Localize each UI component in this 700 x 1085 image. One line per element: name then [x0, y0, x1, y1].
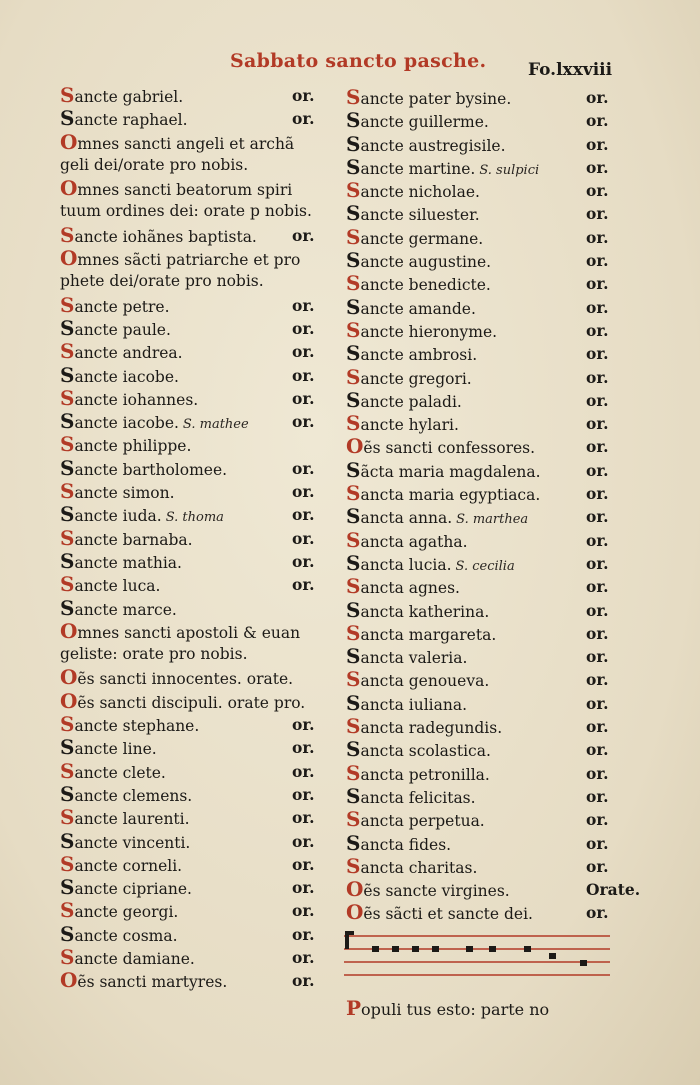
invocation-text: ancte iuda.	[74, 507, 162, 526]
invocation-text: ancta genoueva.	[360, 672, 490, 691]
invocation-text: ancte clete.	[74, 763, 166, 782]
invocation-text: ancte nicholae.	[360, 183, 480, 202]
left-litany-line	[60, 364, 320, 387]
right-litany-line	[346, 550, 609, 575]
response-ora: or.	[586, 111, 609, 131]
initial-letter: S	[60, 781, 75, 806]
initial-letter: S	[346, 154, 361, 179]
invocation-text: ancte cipriane.	[74, 880, 192, 899]
right-litany-line	[346, 714, 609, 739]
response-ora: or.	[292, 225, 315, 245]
initial-letter: S	[346, 248, 361, 273]
left-litany-line	[60, 457, 320, 480]
left-litany-line	[60, 620, 320, 643]
initial-letter: S	[346, 387, 361, 412]
initial-letter: O	[60, 618, 78, 643]
response-ora: or.	[586, 204, 609, 224]
response-ora: or.	[586, 693, 609, 713]
initial-letter: S	[346, 224, 361, 249]
initial-letter: S	[60, 875, 75, 900]
initial-letter: S	[60, 502, 75, 527]
initial-letter: S	[60, 944, 75, 969]
left-litany-line	[60, 899, 320, 922]
left-litany-line	[60, 317, 320, 340]
response-ora: or.	[586, 623, 609, 643]
response-ora: or.	[586, 414, 609, 434]
chant-initial: P	[346, 996, 362, 1020]
initial-letter: O	[60, 688, 78, 713]
left-litany-line	[60, 177, 320, 200]
initial-letter: O	[346, 877, 364, 902]
response-ora: or.	[586, 903, 609, 923]
initial-letter: S	[346, 737, 361, 762]
handwritten-annotation: S. sulpici	[479, 162, 540, 178]
invocation-text: ancte germane.	[360, 229, 484, 248]
initial-letter: S	[60, 898, 75, 923]
response-ora: or.	[586, 810, 609, 830]
invocation-text: ancte petre.	[74, 297, 170, 316]
response-ora: or.	[292, 575, 315, 595]
invocation-text: ancte cosma.	[74, 926, 178, 945]
handwritten-annotation: S. cecilia	[455, 558, 515, 574]
invocation-text: ancte damiane.	[74, 949, 195, 968]
left-litany-line	[60, 107, 320, 130]
right-litany-line	[346, 387, 609, 412]
left-litany-line	[60, 503, 320, 526]
right-litany-line	[346, 760, 609, 785]
initial-letter: S	[346, 131, 361, 156]
left-litany-line	[60, 690, 320, 713]
invocation-text: ẽs sancti discipuli. orate pro.	[77, 693, 306, 712]
right-litany-line	[346, 807, 609, 832]
invocation-text: ancte austregisile.	[360, 136, 506, 155]
response-ora: or.	[292, 505, 315, 525]
initial-letter: S	[346, 457, 361, 482]
response-ora: or.	[292, 86, 315, 105]
initial-letter: S	[60, 385, 75, 410]
right-litany-line	[346, 457, 609, 482]
left-litany-line	[60, 713, 320, 736]
left-litany-line	[60, 340, 320, 363]
right-litany-line	[346, 248, 609, 273]
response-ora: or.	[292, 971, 315, 991]
response-ora: or.	[586, 88, 609, 107]
initial-letter: S	[346, 341, 361, 366]
invocation-text: ancte iacobe.	[74, 414, 179, 433]
invocation-text: ancte raphael.	[74, 111, 188, 130]
left-litany-line	[60, 643, 320, 666]
response-ora: or.	[586, 227, 609, 247]
right-litany-line	[346, 481, 609, 506]
initial-letter: S	[346, 760, 361, 785]
left-litany-line	[60, 84, 320, 107]
invocation-text: ancte mathia.	[74, 553, 182, 572]
initial-letter: S	[346, 527, 361, 552]
initial-letter: S	[60, 432, 75, 457]
response-ora: or.	[586, 157, 609, 177]
response-ora: or.	[586, 251, 609, 271]
invocation-text: ẽs sancti confessores.	[363, 439, 536, 458]
initial-letter: S	[60, 525, 75, 550]
right-litany-line	[346, 644, 609, 669]
invocation-text: ancte georgi.	[74, 903, 179, 922]
left-litany-line	[60, 270, 320, 293]
initial-letter: S	[60, 479, 75, 504]
right-litany-line	[346, 294, 609, 319]
invocation-text: ancte stephane.	[74, 717, 200, 736]
initial-letter: S	[60, 362, 75, 387]
response-ora: or.	[292, 761, 315, 781]
response-ora: or.	[586, 507, 609, 527]
response-ora: or.	[292, 365, 315, 385]
response-ora: or.	[292, 738, 315, 758]
left-litany-line	[60, 410, 320, 433]
left-litany-line	[60, 387, 320, 410]
response-ora: or.	[586, 717, 609, 737]
initial-letter: S	[346, 317, 361, 342]
handwritten-annotation: S. thoma	[165, 510, 224, 526]
left-litany-line	[60, 923, 320, 946]
initial-letter: S	[346, 550, 361, 575]
initial-letter: S	[60, 595, 75, 620]
invocation-text: ancte iacobe.	[74, 367, 179, 386]
invocation-text: ancte pater bysine.	[360, 90, 512, 108]
invocation-text: ancte iohannes.	[74, 390, 199, 409]
left-litany-line	[60, 853, 320, 876]
invocation-text: ancte marce.	[74, 600, 177, 619]
right-litany-line	[346, 154, 609, 179]
initial-letter: S	[60, 712, 75, 737]
right-litany-line	[346, 783, 609, 808]
invocation-text: ancta iuliana.	[360, 695, 468, 714]
initial-letter: S	[346, 201, 361, 226]
initial-letter: S	[346, 714, 361, 739]
left-litany-line	[60, 527, 320, 550]
litany-right-column	[346, 85, 641, 925]
response-ora: or.	[586, 647, 609, 667]
initial-letter: S	[60, 548, 75, 573]
response-ora: or.	[586, 297, 609, 317]
invocation-text: ancta scolastica.	[360, 742, 491, 761]
response-ora: or.	[586, 856, 609, 876]
response-ora: or.	[586, 577, 609, 597]
invocation-text: geli dei/orate pro nobis.	[60, 155, 249, 174]
initial-letter: S	[60, 455, 75, 480]
invocation-text: mnes sancti angeli et archã	[77, 134, 295, 153]
left-litany-line	[60, 200, 320, 223]
invocation-text: mnes sancti beatorum spiri	[77, 181, 293, 200]
invocation-text: ancte vincenti.	[74, 833, 191, 852]
invocation-text: ancte siluester.	[360, 206, 480, 225]
initial-letter: S	[346, 597, 361, 622]
left-litany-line	[60, 830, 320, 853]
invocation-text: ancta felicitas.	[360, 788, 476, 807]
left-litany-line	[60, 131, 320, 154]
invocation-text: ancte corneli.	[74, 856, 183, 875]
invocation-text: ancte paladi.	[360, 392, 462, 411]
response-ora: or.	[586, 600, 609, 620]
invocation-text: mnes sãcti patriarche et pro	[77, 251, 301, 270]
right-litany-line	[346, 201, 609, 226]
left-litany-line	[60, 224, 320, 247]
response-ora: or.	[292, 947, 315, 967]
invocation-text: ancte philippe.	[74, 437, 192, 456]
left-litany-line	[60, 550, 320, 573]
right-litany-line	[346, 737, 609, 762]
invocation-text: ancta anna.	[360, 509, 453, 528]
response-ora: or.	[292, 808, 315, 828]
response-ora: or.	[586, 274, 609, 294]
right-litany-line	[346, 504, 609, 529]
response-ora: or.	[586, 344, 609, 364]
right-litany-line	[346, 690, 609, 715]
invocation-text: ancte martine.	[360, 159, 476, 178]
right-litany-line	[346, 527, 609, 552]
left-litany-line	[60, 597, 320, 620]
invocation-text: ancta agnes.	[360, 579, 460, 598]
right-litany-line	[346, 597, 609, 622]
initial-letter: S	[346, 85, 361, 109]
response-ora: or.	[292, 318, 315, 338]
initial-letter: S	[60, 572, 75, 597]
response-ora: or.	[292, 388, 315, 408]
right-litany-line	[346, 271, 609, 296]
invocation-text: ancte luca.	[74, 577, 161, 596]
initial-letter: S	[60, 315, 75, 340]
invocation-text: ancte guillerme.	[360, 113, 489, 132]
invocation-text: ancte bartholomee.	[74, 460, 228, 479]
initial-letter: S	[346, 574, 361, 599]
response-ora: or.	[586, 367, 609, 387]
response-ora: or.	[586, 484, 609, 504]
initial-letter: O	[60, 665, 78, 690]
response-ora: or.	[586, 833, 609, 853]
left-litany-line	[60, 247, 320, 270]
left-litany-line	[60, 154, 320, 177]
initial-letter: S	[346, 294, 361, 319]
initial-letter: S	[60, 758, 75, 783]
initial-letter: S	[346, 364, 361, 389]
initial-letter: O	[346, 900, 364, 925]
invocation-text: ancte ambrosi.	[360, 346, 478, 365]
right-litany-line	[346, 411, 609, 436]
response-ora: or.	[292, 878, 315, 898]
invocation-text: ancta lucia.	[360, 555, 452, 574]
response-ora: or.	[586, 134, 609, 154]
initial-letter: S	[60, 828, 75, 853]
left-litany-line	[60, 666, 320, 689]
right-litany-line	[346, 85, 609, 109]
response-ora: or.	[586, 390, 609, 410]
right-litany-line	[346, 853, 609, 878]
initial-letter: S	[346, 504, 361, 529]
right-litany-line	[346, 224, 609, 249]
left-litany-line	[60, 946, 320, 969]
right-litany-line	[346, 877, 641, 902]
invocation-text: ancte simon.	[74, 484, 175, 503]
initial-letter: S	[60, 805, 75, 830]
invocation-text: ancta margareta.	[360, 625, 497, 644]
response-ora: or.	[292, 412, 315, 432]
right-litany-line	[346, 341, 609, 366]
initial-letter: S	[60, 921, 75, 946]
invocation-text: ancte augustine.	[360, 253, 492, 272]
response-ora: or.	[586, 530, 609, 550]
invocation-text: ẽs sancti innocentes. orate.	[77, 670, 294, 689]
right-litany-line	[346, 317, 609, 342]
initial-letter: O	[60, 246, 78, 271]
left-litany-line	[60, 876, 320, 899]
invocation-text: ancte paule.	[74, 320, 171, 339]
response-ora: or.	[292, 482, 315, 502]
response-ora: or.	[586, 670, 609, 690]
initial-letter: S	[346, 807, 361, 832]
initial-letter: S	[60, 222, 75, 247]
response-ora: or.	[292, 342, 315, 362]
initial-letter: S	[346, 271, 361, 296]
right-litany-line	[346, 900, 609, 925]
initial-letter: O	[60, 968, 78, 993]
music-staff	[344, 930, 610, 990]
invocation-text: ancte hieronyme.	[360, 322, 498, 341]
left-litany-line	[60, 433, 320, 456]
invocation-text: ancta agatha.	[360, 532, 468, 551]
response-ora: or.	[586, 181, 609, 201]
right-litany-line	[346, 178, 609, 203]
initial-letter: S	[346, 667, 361, 692]
initial-letter: S	[60, 106, 75, 131]
left-litany-line	[60, 760, 320, 783]
invocation-text: ancte laurenti.	[74, 810, 190, 829]
invocation-text: ancte gregori.	[360, 369, 472, 388]
response-ora: or.	[586, 786, 609, 806]
invocation-text: ãcta maria magdalena.	[360, 462, 541, 481]
right-litany-line	[346, 434, 609, 459]
response-ora: or.	[586, 740, 609, 760]
left-litany-line	[60, 480, 320, 503]
folio-number: Fo.lxxviii	[528, 60, 613, 80]
invocation-text: ancta radegundis.	[360, 719, 503, 738]
invocation-text: tuum ordines dei: orate p nobis.	[60, 202, 312, 221]
initial-letter: S	[346, 644, 361, 669]
initial-letter: S	[346, 620, 361, 645]
invocation-text: ancta petronilla.	[360, 765, 490, 784]
initial-letter: S	[346, 411, 361, 436]
response-ora: or.	[292, 528, 315, 548]
litany-left-column	[60, 84, 320, 993]
initial-letter: S	[346, 783, 361, 808]
left-litany-line	[60, 783, 320, 806]
left-litany-line	[60, 294, 320, 317]
chant-text: opuli tus esto: parte no	[361, 1000, 550, 1019]
invocation-text: ancte andrea.	[74, 344, 183, 363]
right-litany-line	[346, 574, 609, 599]
response-ora: or.	[586, 763, 609, 783]
left-litany-line	[60, 806, 320, 829]
response-ora: or.	[292, 551, 315, 571]
initial-letter: S	[60, 851, 75, 876]
response-ora: or.	[586, 320, 609, 340]
initial-letter: O	[346, 434, 364, 459]
right-litany-line	[346, 131, 609, 156]
invocation-text: ancta fides.	[360, 835, 452, 854]
initial-letter: S	[346, 853, 361, 878]
left-litany-line	[60, 969, 320, 992]
response-ora: or.	[586, 553, 609, 573]
running-head: Sabbato sancto pasche.	[230, 50, 487, 72]
response-ora: or.	[292, 901, 315, 921]
invocation-text: ancte gabriel.	[74, 88, 184, 106]
invocation-text: ẽs sancti martyres.	[77, 973, 228, 992]
initial-letter: S	[346, 178, 361, 203]
response-ora: or.	[292, 295, 315, 315]
invocation-text: ẽs sãcti et sancte dei.	[363, 905, 533, 924]
chant-text-line	[346, 996, 549, 1020]
initial-letter: S	[60, 83, 75, 107]
initial-letter: S	[346, 690, 361, 715]
initial-letter: S	[60, 409, 75, 434]
initial-letter: O	[60, 129, 78, 154]
response-ora: or.	[292, 715, 315, 735]
initial-letter: O	[60, 176, 78, 201]
right-litany-line	[346, 620, 609, 645]
initial-letter: S	[346, 481, 361, 506]
invocation-text: ancte hylari.	[360, 416, 459, 435]
invocation-text: ancte iohãnes baptista.	[74, 227, 257, 246]
invocation-text: geliste: orate pro nobis.	[60, 645, 248, 664]
invocation-text: phete dei/orate pro nobis.	[60, 272, 264, 291]
response-ora: or.	[292, 854, 315, 874]
response-ora: or.	[586, 460, 609, 480]
invocation-text: ancta maria egyptiaca.	[360, 486, 541, 505]
left-litany-line	[60, 736, 320, 759]
handwritten-annotation: S. mathee	[182, 417, 249, 433]
invocation-text: ancte line.	[74, 740, 157, 759]
response-ora: Orate.	[586, 880, 641, 900]
right-litany-line	[346, 108, 609, 133]
right-litany-line	[346, 830, 609, 855]
invocation-text: ancta valeria.	[360, 649, 468, 668]
initial-letter: S	[346, 108, 361, 133]
invocation-text: ancta charitas.	[360, 858, 478, 877]
response-ora: or.	[292, 784, 315, 804]
response-ora: or.	[586, 437, 609, 457]
invocation-text: ancte barnaba.	[74, 530, 193, 549]
response-ora: or.	[292, 831, 315, 851]
initial-letter: S	[60, 292, 75, 317]
initial-letter: S	[60, 339, 75, 364]
invocation-text: ancta katherina.	[360, 602, 490, 621]
invocation-text: ẽs sancte virgines.	[363, 882, 510, 901]
response-ora: or.	[292, 109, 315, 129]
invocation-text: mnes sancti apostoli & euan	[77, 623, 301, 642]
response-ora: or.	[292, 458, 315, 478]
initial-letter: S	[60, 735, 75, 760]
initial-letter: S	[346, 830, 361, 855]
invocation-text: ancte amande.	[360, 299, 476, 318]
right-litany-line	[346, 667, 609, 692]
left-litany-line	[60, 573, 320, 596]
invocation-text: ancta perpetua.	[360, 812, 485, 831]
response-ora: or.	[292, 924, 315, 944]
handwritten-annotation: S. marthea	[456, 512, 529, 528]
right-litany-line	[346, 364, 609, 389]
invocation-text: ancte benedicte.	[360, 276, 491, 295]
invocation-text: ancte clemens.	[74, 786, 193, 805]
